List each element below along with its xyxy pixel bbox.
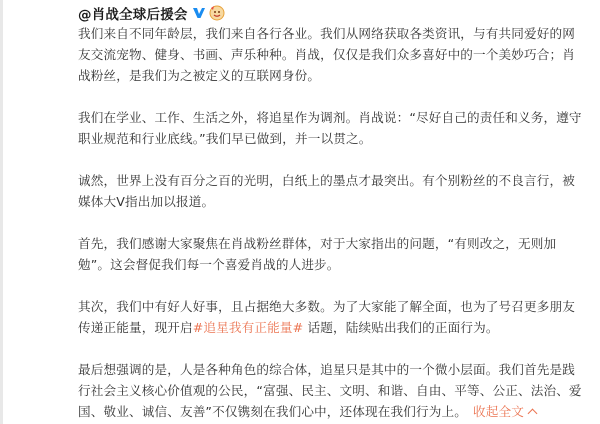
verified-v-icon <box>192 6 206 20</box>
post-body <box>78 23 587 422</box>
paragraph-5-text: 其次，我们中有好人好事，且占据绝大多数。为了大家能了解全面，也为了号召更多朋友传递正能量，现开启 <box>78 299 576 335</box>
paragraph-6 <box>78 359 587 422</box>
paragraph-5-tail: 话题，陆续贴出我们的正面行为。 <box>303 320 499 335</box>
paragraph-5 <box>78 296 587 338</box>
collapse-label: 收起全文 <box>473 404 524 419</box>
paragraph-4: 首先，我们感谢大家聚焦在肖战粉丝群体，对于大家指出的问题，“有则改之，无则加勉”。这会督促我们每一个喜爱肖战的人进步。 <box>78 236 557 272</box>
chevron-up-icon <box>528 409 538 419</box>
left-divider <box>0 0 3 424</box>
paragraph-2: 我们在学业、工作、生活之外，将追星作为调剂。肖战说：“尽好自己的责任和义务，遵守职业规范和行业底线。”我们早已做到，并一以贯之。 <box>78 110 582 146</box>
hashtag-link[interactable]: #追星我有正能量# <box>192 320 304 335</box>
post-header <box>78 3 587 23</box>
paragraph-6-text: 最后想强调的是，人是各种角色的综合体，追星只是其中的一个微小层面。我们首先是践行社会主义核心价值观的公民，“富强、民主、文明、和谐、自由、平等、公正、法治、爱国、敬业、诚信、友善”不仅镌刻在我们心中，还体现在我们行为上。 <box>78 362 582 419</box>
fan-badge-icon <box>209 5 225 21</box>
paragraph-3: 诚然，世界上没有百分之百的光明，白纸上的墨点才最突出。有个别粉丝的不良言行，被媒体大V指出加以报道。 <box>78 173 576 209</box>
collapse-button[interactable] <box>473 404 536 419</box>
author-name[interactable]: @肖战全球后援会 <box>78 7 188 23</box>
paragraph-1: 我们来自不同年龄层，我们来自各行各业。我们从网络获取各类资讯，与有共同爱好的网友交流宠物、健身、书画、声乐种种。肖战，仅仅是我们众多喜好中的一个美妙巧合；肖战粉丝，是我们为之被定义的互联网身份。 <box>78 26 576 83</box>
